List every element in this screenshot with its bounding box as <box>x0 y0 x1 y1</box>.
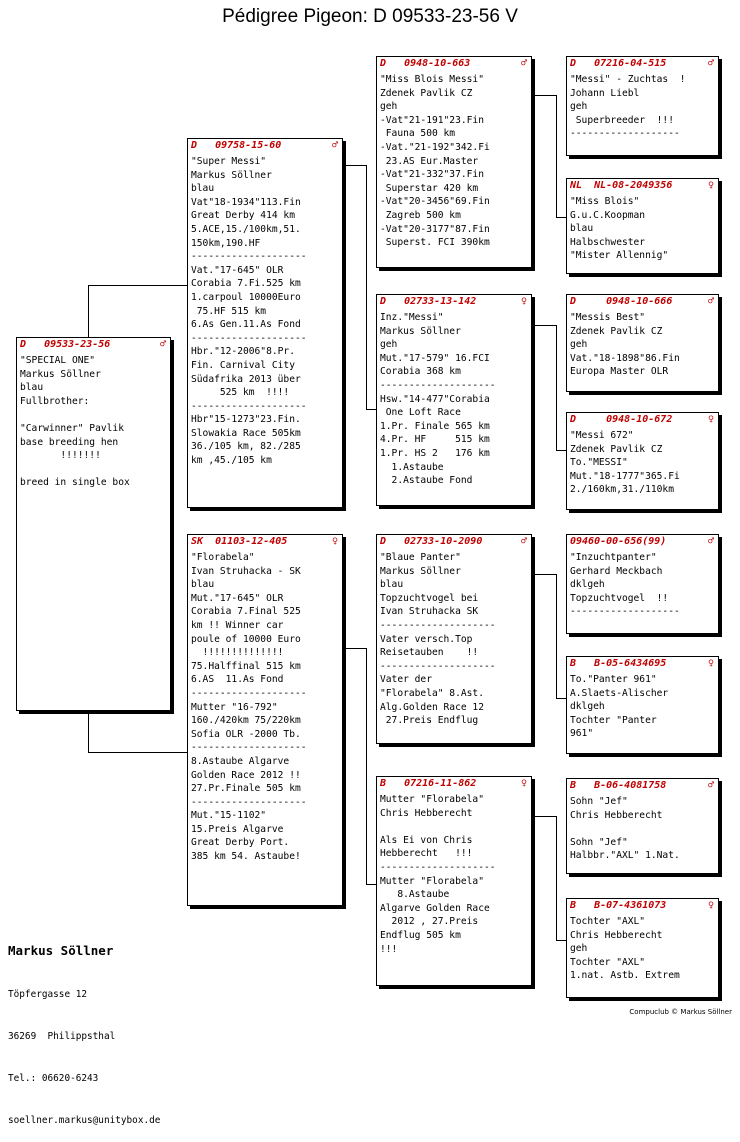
info-line: Superstar 420 km <box>380 182 479 194</box>
info-line: Mutter "Florabela" <box>380 794 484 805</box>
info-line: Superst. FCI 390km <box>380 237 490 249</box>
info-line: Vat."17-645" OLR <box>191 264 284 276</box>
info-line: !!!!!!! <box>20 450 101 462</box>
female-icon: ♀ <box>520 778 527 789</box>
info-line: Vat"18-1934"113.Fin <box>191 196 301 208</box>
info-line: Topzuchtvogel !! <box>570 592 669 604</box>
info-line: Sohn "Jef" <box>570 836 628 848</box>
info-line: Hbr"15-1273"23.Fin. <box>191 414 301 426</box>
info-line: Sofia OLR -2000 Tb. <box>191 728 301 740</box>
info-line: "Miss Blois Messi" <box>380 74 484 85</box>
female-icon: ♀ <box>707 414 714 425</box>
info-line: "Florabela" <box>191 552 255 563</box>
info-line: -Vat"20-3177"87.Fin <box>380 223 490 235</box>
connector <box>343 165 366 166</box>
info-line: dklgeh <box>570 701 605 713</box>
info-line: -Vat"21-332"37.Fin <box>380 169 484 181</box>
female-icon: ♀ <box>707 180 714 191</box>
info-line: Europa Master OLR <box>570 366 669 378</box>
pigeon-info <box>567 428 718 497</box>
info-line: Ivan Struhacka - SK <box>191 565 301 577</box>
info-line: 4.Pr. HF 515 km <box>380 434 490 446</box>
info-line: Superbreeder !!! <box>570 114 674 126</box>
info-line: 36./105 km, 82./285 <box>191 441 301 453</box>
page-title: Pédigree Pigeon: D 09533-23-56 V <box>222 6 518 27</box>
pigeon-info <box>567 194 718 263</box>
ring-number: SK 01103-12-405 <box>191 536 288 547</box>
info-line: Hebberecht !!! <box>380 848 473 860</box>
info-line: Chris Hebberecht <box>570 929 663 941</box>
info-line: Sohn "Jef" <box>570 796 628 807</box>
info-line: Zagreb 500 km <box>380 209 461 221</box>
pigeon-card-ffm[interactable] <box>566 178 719 274</box>
info-line: 2./160km,31./110km <box>570 484 674 496</box>
info-line: "Messi 672" <box>570 430 634 441</box>
male-icon: ♂ <box>159 339 166 350</box>
info-line <box>380 820 528 834</box>
connector <box>532 95 556 96</box>
owner-block <box>8 914 160 1142</box>
info-line: Great Derby Port. <box>191 837 290 849</box>
info-line: Zdenek Pavlik CZ <box>380 87 473 99</box>
info-line: Als Ei von Chris <box>380 834 473 846</box>
pigeon-info <box>377 72 531 250</box>
pigeon-card-father-father[interactable] <box>376 56 532 268</box>
connector <box>556 940 566 941</box>
pigeon-card-mmf[interactable] <box>566 778 719 874</box>
female-icon: ♀ <box>520 296 527 307</box>
info-line: Halbbr."AXL" 1.Nat. <box>570 850 680 862</box>
pigeon-info <box>377 310 531 488</box>
info-line: 150km,190.HF <box>191 237 261 249</box>
connector <box>366 884 376 885</box>
info-line: -Vat"20-3456"69.Fin <box>380 196 490 208</box>
info-line: 1.Astaube <box>380 461 444 473</box>
pigeon-info <box>567 310 718 379</box>
pigeon-info <box>188 550 342 864</box>
info-line: "SPECIAL ONE" <box>20 355 96 366</box>
info-line: blau <box>20 382 44 394</box>
info-line: Chris Hebberecht <box>570 809 663 821</box>
info-line: Hbr."12-2006"8.Pr. <box>191 346 295 358</box>
info-line: Halbschwester <box>570 236 646 248</box>
info-line: 385 km 54. Astaube! <box>191 851 301 863</box>
info-line: To."Panter 961" <box>570 674 657 685</box>
male-icon: ♂ <box>331 140 338 151</box>
connector <box>88 285 188 286</box>
info-line: Vater der <box>380 674 432 686</box>
info-line: 8.Astaube Algarve <box>191 755 290 767</box>
pigeon-card-mff[interactable] <box>566 534 719 634</box>
owner-city: 36269 Philippsthal <box>8 1031 116 1042</box>
info-line: Mut."18-1777"365.Fi <box>570 470 680 482</box>
female-icon: ♀ <box>707 900 714 911</box>
info-line <box>20 463 167 477</box>
connector <box>556 325 557 450</box>
info-line: blau <box>570 223 594 235</box>
info-line: Alg.Golden Race 12 <box>380 701 484 713</box>
info-line: 75.Halffinal 515 km <box>191 660 301 672</box>
info-line: blau <box>380 579 404 591</box>
info-line: 2012 , 27.Preis <box>380 916 479 928</box>
info-line: Algarve Golden Race <box>380 902 490 914</box>
info-line: 27.Pr.Finale 505 km <box>191 783 301 795</box>
info-line: breed in single box <box>20 477 130 489</box>
info-line: "Blaue Panter" <box>380 552 461 563</box>
ring-number: D 02733-13-142 <box>380 296 477 307</box>
connector <box>343 648 366 649</box>
info-line: 1.Pr. Finale 565 km <box>380 420 490 432</box>
info-line: 160./420km 75/220km <box>191 715 301 727</box>
male-icon: ♂ <box>707 780 714 791</box>
pigeon-card-father[interactable] <box>187 138 343 508</box>
info-line: 8.Astaube <box>380 889 450 901</box>
info-line: Zdenek Pavlik CZ <box>570 325 663 337</box>
ring-number: D 09758-15-60 <box>191 140 282 151</box>
info-line: blau <box>191 183 215 195</box>
pigeon-card-subject[interactable] <box>16 337 171 711</box>
info-line: -------------------- <box>380 619 496 631</box>
connector <box>556 816 557 940</box>
info-line: Tochter "Panter <box>570 714 657 726</box>
info-line <box>570 822 715 836</box>
info-line: Fin. Carnival City <box>191 359 295 371</box>
info-line: A.Slaets-Alischer <box>570 687 669 699</box>
pigeon-card-fmf[interactable] <box>566 294 719 392</box>
info-line: Corabia 7.Fi.525 km <box>191 278 301 290</box>
info-line: 23.AS Eur.Master <box>380 155 479 167</box>
info-line: -------------------- <box>191 742 307 754</box>
male-icon: ♂ <box>520 58 527 69</box>
female-icon: ♀ <box>331 536 338 547</box>
info-line: Markus Söllner <box>20 368 101 380</box>
connector <box>556 95 557 217</box>
ring-number: 09460-00-656(99) <box>570 536 667 547</box>
connector <box>366 648 367 884</box>
info-line: geh <box>570 101 588 113</box>
connector <box>556 698 566 699</box>
connector <box>366 409 376 410</box>
info-line: One Loft Race <box>380 407 461 419</box>
info-line: km !! Winner car <box>191 619 284 631</box>
info-line: Ivan Struhacka SK <box>380 606 479 618</box>
info-line: 15.Preis Algarve <box>191 823 284 835</box>
info-line: "Messi" - Zuchtas ! <box>570 74 686 85</box>
info-line: -------------------- <box>191 251 307 263</box>
info-line: Vat."18-1898"86.Fin <box>570 352 680 364</box>
pigeon-card-fmm[interactable] <box>566 412 719 510</box>
ring-number: B B-05-6434695 <box>570 658 667 669</box>
info-line: Mut."17-579" 16.FCI <box>380 352 490 364</box>
info-line: 1.Pr. HS 2 176 km <box>380 447 490 459</box>
info-line: Inz."Messi" <box>380 312 444 323</box>
pigeon-card-mmm[interactable] <box>566 898 719 998</box>
info-line: "Miss Blois" <box>570 196 640 207</box>
info-line: Tochter "AXL" <box>570 916 646 927</box>
pigeon-info <box>567 672 718 741</box>
info-line: Mutter "16-792" <box>191 701 278 713</box>
owner-street: Töpfergasse 12 <box>8 989 88 1000</box>
pigeon-card-mfm[interactable] <box>566 656 719 754</box>
info-line: 5.ACE,15./100km,51. <box>191 223 301 235</box>
info-line: Corabia 7.Final 525 <box>191 606 301 618</box>
pigeon-card-mother-father[interactable] <box>376 534 532 744</box>
info-line: -------------------- <box>380 861 496 873</box>
info-line: km ,45./105 km <box>191 455 272 467</box>
info-line: G.u.C.Koopman <box>570 209 646 221</box>
info-line: "Super Messi" <box>191 156 267 167</box>
info-line: geh <box>380 101 398 113</box>
info-line: -------------------- <box>380 660 496 672</box>
ring-number: D 0948-10-663 <box>380 58 471 69</box>
info-line: poule of 10000 Euro <box>191 633 301 645</box>
info-line: -------------------- <box>191 400 307 412</box>
info-line: !!!!!!!!!!!!!! <box>191 647 284 659</box>
female-icon: ♀ <box>707 658 714 669</box>
info-line: 75.HF 515 km <box>191 305 267 317</box>
info-line: "Florabela" 8.Ast. <box>380 687 484 699</box>
pigeon-info <box>567 914 718 983</box>
info-line: Mutter "Florabela" <box>380 875 484 887</box>
owner-phone: Tel.: 06620-6243 <box>8 1073 99 1084</box>
info-line: Reisetauben !! <box>380 647 479 659</box>
info-line: ------------------- <box>570 606 680 618</box>
ring-number: B 07216-11-862 <box>380 778 477 789</box>
info-line: Markus Söllner <box>380 325 461 337</box>
info-line: 6.As Gen.11.As Fond <box>191 319 301 331</box>
info-line: blau <box>191 579 215 591</box>
info-line: 961" <box>570 728 594 740</box>
info-line: "Carwinner" Pavlik <box>20 422 124 434</box>
male-icon: ♂ <box>520 536 527 547</box>
info-line: "Inzuchtpanter" <box>570 552 657 563</box>
ring-number: B B-07-4361073 <box>570 900 667 911</box>
pigeon-card-fff[interactable] <box>566 56 719 156</box>
ring-number: D 09533-23-56 <box>20 339 111 350</box>
info-line <box>20 408 167 422</box>
connector <box>366 165 367 409</box>
info-line: Great Derby 414 km <box>191 210 295 222</box>
info-line: 27.Preis Endflug <box>380 715 479 727</box>
info-line: Corabia 368 km <box>380 366 461 378</box>
info-line: Slowakia Race 505km <box>191 427 301 439</box>
info-line: -------------------- <box>191 687 307 699</box>
pigeon-info <box>567 72 718 141</box>
connector <box>532 816 556 817</box>
info-line: ------------------- <box>570 128 680 140</box>
owner-email[interactable]: soellner.markus@unitybox.de <box>8 1115 161 1126</box>
info-line: base breeding hen <box>20 436 119 448</box>
ring-number: NL NL-08-2049356 <box>570 180 673 191</box>
info-line: !!! <box>380 943 398 955</box>
connector <box>556 574 557 698</box>
info-line: -Vat."21-192"342.Fi <box>380 141 490 153</box>
info-line: geh <box>570 943 588 955</box>
info-line: To."MESSI" <box>570 457 628 469</box>
info-line: Markus Söllner <box>380 565 461 577</box>
info-line: 1.nat. Astb. Extrem <box>570 970 680 982</box>
connector <box>532 574 556 575</box>
info-line: 1.carpoul 10000Euro <box>191 291 301 303</box>
pigeon-info <box>188 154 342 468</box>
male-icon: ♂ <box>707 536 714 547</box>
pigeon-card-mother-mother[interactable] <box>376 776 532 986</box>
connector <box>88 752 188 753</box>
pigeon-info <box>377 792 531 956</box>
info-line: Endflug 505 km <box>380 929 461 941</box>
male-icon: ♂ <box>707 296 714 307</box>
ring-number: D 0948-10-666 <box>570 296 673 307</box>
owner-name: Markus Söllner <box>8 943 114 958</box>
pigeon-info <box>567 794 718 863</box>
info-line: -------------------- <box>191 332 307 344</box>
info-line: -------------------- <box>191 796 307 808</box>
pigeon-info <box>567 550 718 619</box>
info-line: Chris Hebberecht <box>380 807 473 819</box>
info-line: Johann Liebl <box>570 87 640 99</box>
ring-number: D 0948-10-672 <box>570 414 673 425</box>
copyright-footer: Compuclub © Markus Söllner <box>629 1008 732 1016</box>
info-line: Golden Race 2012 !! <box>191 769 301 781</box>
info-line: 2.Astaube Fond <box>380 475 473 487</box>
info-line: Gerhard Meckbach <box>570 565 663 577</box>
pigeon-card-mother[interactable] <box>187 534 343 906</box>
info-line: -------------------- <box>380 379 496 391</box>
info-line: Markus Söllner <box>191 169 272 181</box>
info-line: -Vat"21-191"23.Fin <box>380 114 484 126</box>
info-line: dklgeh <box>570 579 605 591</box>
info-line: 6.AS 11.As Fond <box>191 674 284 686</box>
ring-number: D 07216-04-515 <box>570 58 667 69</box>
info-line: Fauna 500 km <box>380 128 456 140</box>
info-line: "Messis Best" <box>570 312 646 323</box>
info-line: Vater versch.Top <box>380 633 473 645</box>
info-line: Mut."15-1102" <box>191 810 267 822</box>
info-line: Fullbrother: <box>20 395 90 407</box>
pigeon-card-father-mother[interactable] <box>376 294 532 506</box>
info-line: geh <box>570 339 588 351</box>
pigeon-info <box>377 550 531 728</box>
info-line: geh <box>380 339 398 351</box>
info-line: Hsw."14-477"Corabia <box>380 393 490 405</box>
info-line: Mut."17-645" OLR <box>191 592 284 604</box>
connector <box>556 217 566 218</box>
ring-number: B B-06-4081758 <box>570 780 667 791</box>
connector <box>556 450 566 451</box>
pigeon-info <box>17 353 170 490</box>
info-line: Südafrika 2013 über <box>191 373 301 385</box>
connector <box>532 325 556 326</box>
info-line: "Mister Allennig" <box>570 250 669 262</box>
info-line: 525 km !!!! <box>191 387 290 399</box>
info-line: Topzuchtvogel bei <box>380 592 479 604</box>
info-line: Tochter "AXL" <box>570 956 646 968</box>
ring-number: D 02733-10-2090 <box>380 536 483 547</box>
info-line: Zdenek Pavlik CZ <box>570 443 663 455</box>
male-icon: ♂ <box>707 58 714 69</box>
